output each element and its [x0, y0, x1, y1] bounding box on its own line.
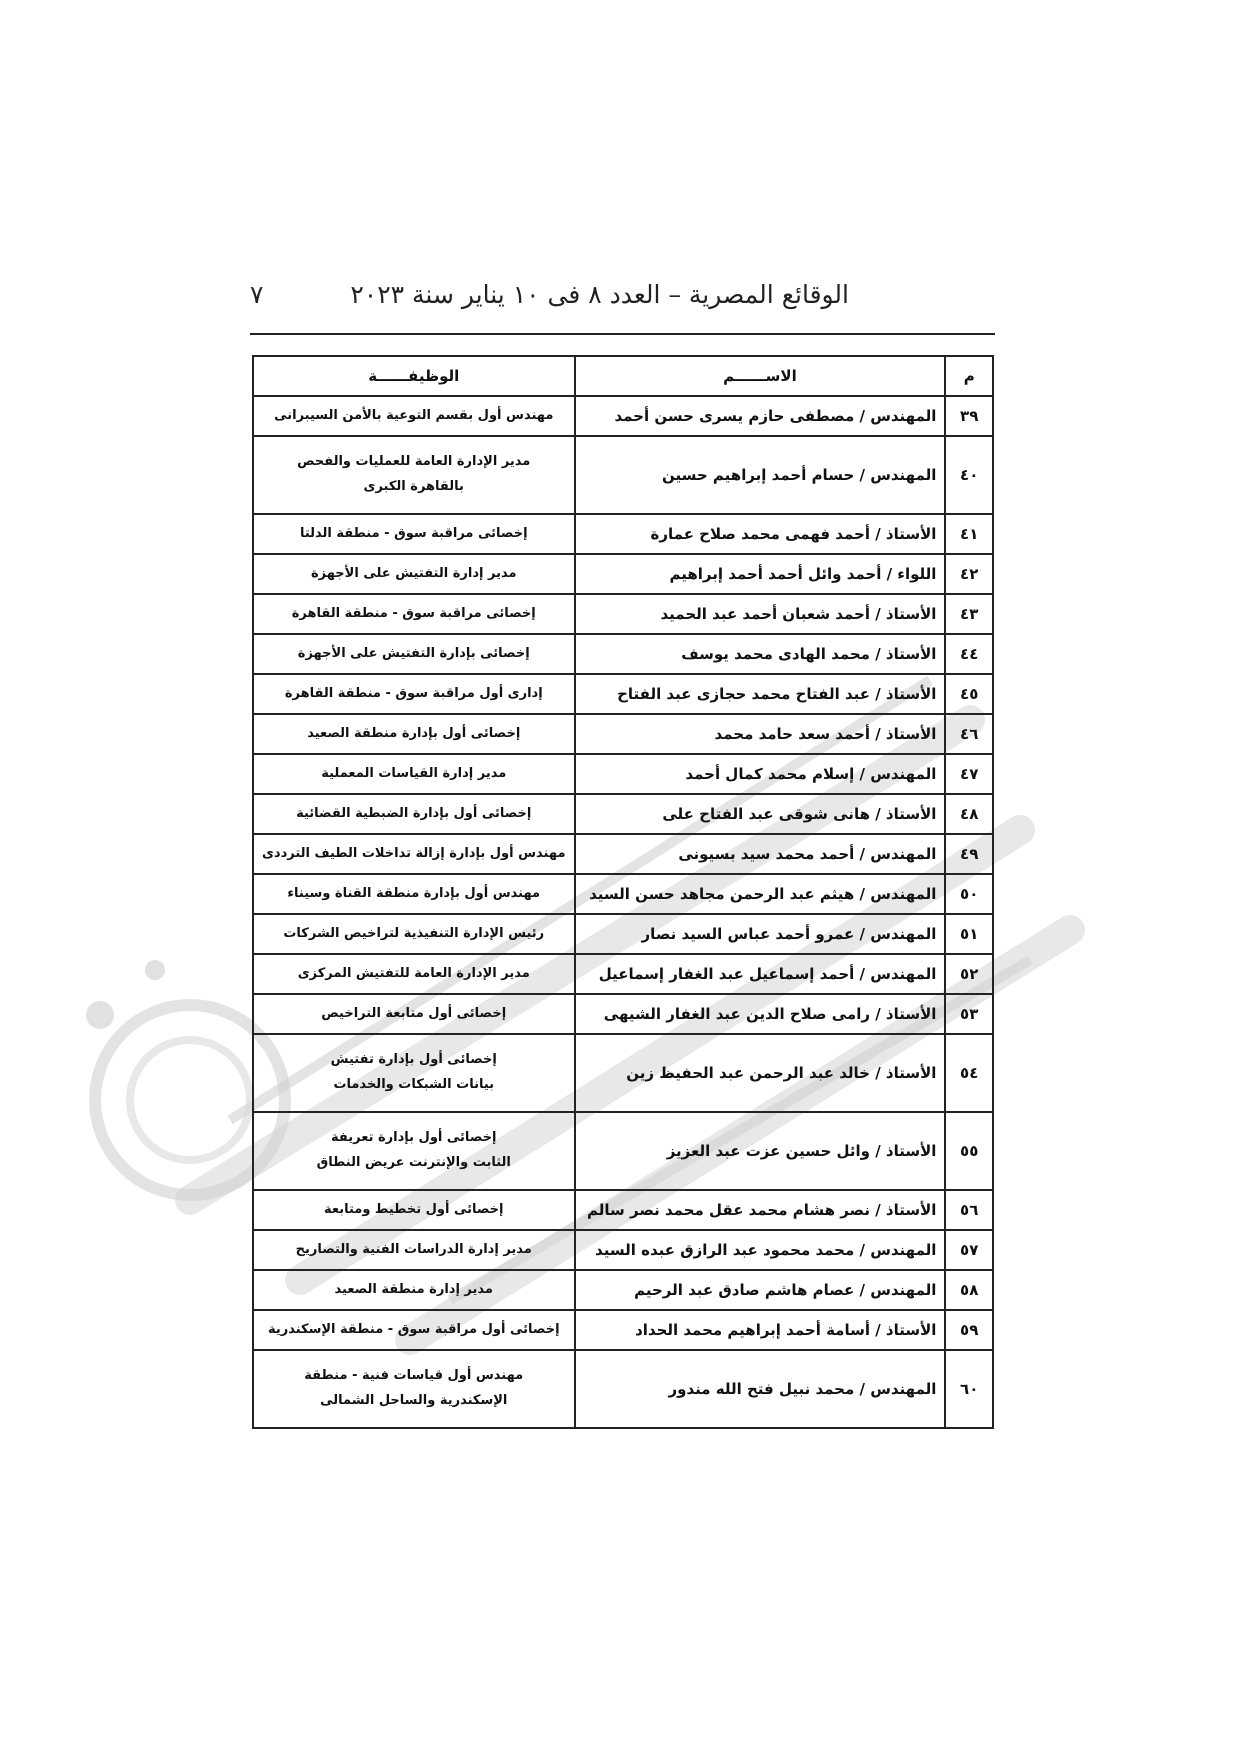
- job-title-line: بالقاهرة الكبرى: [363, 479, 464, 494]
- employee-name: المهندس / إسلام محمد كمال أحمد: [575, 754, 946, 794]
- employee-job: [253, 634, 575, 674]
- table-row: [253, 396, 993, 436]
- table-row: [253, 554, 993, 594]
- job-title-line: الثابت والإنترنت عريض النطاق: [316, 1155, 511, 1170]
- row-number: ٤٠: [945, 436, 993, 514]
- row-number: ٥١: [945, 914, 993, 954]
- job-title-line: إخصائى أول بإدارة تعريفة: [331, 1130, 497, 1146]
- employee-job: [253, 754, 575, 794]
- employee-name: المهندس / عصام هاشم صادق عبد الرحيم: [575, 1270, 946, 1310]
- employee-name: المهندس / محمد نبيل فتح الله مندور: [575, 1350, 946, 1428]
- job-title-line: رئيس الإدارة التنفيذية لتراخيص الشركات: [283, 925, 545, 941]
- job-title-line: إخصائى أول بإدارة منطقة الصعيد: [307, 725, 521, 741]
- row-number: ٥٢: [945, 954, 993, 994]
- employee-name: المهندس / هيثم عبد الرحمن مجاهد حسن السيد: [575, 874, 946, 914]
- row-number: ٦٠: [945, 1350, 993, 1428]
- employee-name: المهندس / عمرو أحمد عباس السيد نصار: [575, 914, 946, 954]
- row-number: ٤٤: [945, 634, 993, 674]
- job-title-line: إخصائى أول مراقبة سوق - منطقة الإسكندرية: [267, 1321, 560, 1337]
- employee-name: الأستاذ / أحمد سعد حامد محمد: [575, 714, 946, 754]
- job-title-line: إدارى أول مراقبة سوق - منطقة القاهرة: [284, 685, 543, 701]
- job-title-line: مدير إدارة الدراسات الفنية والتصاريح: [295, 1241, 532, 1257]
- employee-name: الأستاذ / هانى شوقى عبد الفتاح على: [575, 794, 946, 834]
- employee-job: [253, 674, 575, 714]
- row-number: ٤٦: [945, 714, 993, 754]
- row-number: ٤٥: [945, 674, 993, 714]
- table-row: [253, 634, 993, 674]
- page-number: ٧: [250, 280, 264, 309]
- employee-job: [253, 436, 575, 514]
- table-header-row: [253, 356, 993, 396]
- row-number: ٥٩: [945, 1310, 993, 1350]
- job-title-line: الإسكندرية والساحل الشمالى: [320, 1393, 508, 1408]
- row-number: ٥٤: [945, 1034, 993, 1112]
- employee-name: الأستاذ / خالد عبد الرحمن عبد الحفيظ زين: [575, 1034, 946, 1112]
- row-number: ٤٩: [945, 834, 993, 874]
- employee-name: المهندس / أحمد محمد سيد بسيونى: [575, 834, 946, 874]
- table-row: [253, 514, 993, 554]
- table-row: [253, 1270, 993, 1310]
- table-body: [253, 396, 993, 1428]
- page-header: [250, 280, 994, 326]
- table-row: [253, 714, 993, 754]
- column-header-job: الوظيفــــــة: [253, 356, 575, 396]
- employee-job: [253, 1270, 575, 1310]
- employee-name: المهندس / مصطفى حازم يسرى حسن أحمد: [575, 396, 946, 436]
- table-row: [253, 1310, 993, 1350]
- row-number: ٣٩: [945, 396, 993, 436]
- row-number: ٥٧: [945, 1230, 993, 1270]
- job-title-line: إخصائى أول متابعة التراخيص: [321, 1005, 507, 1021]
- table-row: [253, 1350, 993, 1428]
- job-title-line: مهندس أول بقسم التوعية بالأمن السيبرانى: [274, 407, 554, 423]
- employee-job: [253, 594, 575, 634]
- row-number: ٤٨: [945, 794, 993, 834]
- employee-job: [253, 1310, 575, 1350]
- employee-job: [253, 994, 575, 1034]
- row-number: ٤٢: [945, 554, 993, 594]
- header-divider: [250, 333, 995, 335]
- employee-job: [253, 554, 575, 594]
- employee-job: [253, 514, 575, 554]
- employee-job: [253, 1112, 575, 1190]
- job-title-line: بيانات الشبكات والخدمات: [333, 1077, 495, 1092]
- job-title-line: مدير الإدارة العامة للعمليات والفحص: [297, 454, 531, 470]
- employee-job: [253, 1190, 575, 1230]
- table-row: [253, 436, 993, 514]
- table-row: [253, 874, 993, 914]
- employee-name: المهندس / أحمد إسماعيل عبد الغفار إسماعيل: [575, 954, 946, 994]
- employee-name: الأستاذ / رامى صلاح الدين عبد الغفار الشيهى: [575, 994, 946, 1034]
- employee-name: المهندس / محمد محمود عبد الرازق عبده السيد: [575, 1230, 946, 1270]
- gazette-title: الوقائع المصرية – العدد ٨ فى ١٠ يناير سنة ٢٠٢٣: [350, 280, 849, 309]
- employee-job: [253, 914, 575, 954]
- employee-job: [253, 794, 575, 834]
- table-row: [253, 794, 993, 834]
- column-header-number: م: [945, 356, 993, 396]
- job-title-line: مهندس أول قياسات فنية - منطقة: [304, 1368, 524, 1384]
- table-row: [253, 1034, 993, 1112]
- employee-job: [253, 396, 575, 436]
- employee-name: اللواء / أحمد وائل أحمد أحمد إبراهيم: [575, 554, 946, 594]
- row-number: ٥٨: [945, 1270, 993, 1310]
- employee-name: الأستاذ / أحمد فهمى محمد صلاح عمارة: [575, 514, 946, 554]
- job-title-line: مدير إدارة التفتيش على الأجهزة: [310, 565, 517, 581]
- row-number: ٥٠: [945, 874, 993, 914]
- job-title-line: إخصائى مراقبة سوق - منطقة القاهرة: [291, 605, 536, 621]
- employee-name: المهندس / حسام أحمد إبراهيم حسين: [575, 436, 946, 514]
- employee-job: [253, 714, 575, 754]
- table-row: [253, 994, 993, 1034]
- table-row: [253, 754, 993, 794]
- table-row: [253, 954, 993, 994]
- employee-job: [253, 1034, 575, 1112]
- employee-job: [253, 954, 575, 994]
- row-number: ٥٥: [945, 1112, 993, 1190]
- employee-job: [253, 834, 575, 874]
- row-number: ٥٣: [945, 994, 993, 1034]
- row-number: ٤٣: [945, 594, 993, 634]
- table-row: [253, 914, 993, 954]
- job-title-line: إخصائى بإدارة التفتيش على الأجهزة: [297, 645, 530, 661]
- row-number: ٥٦: [945, 1190, 993, 1230]
- table-row: [253, 674, 993, 714]
- table-row: [253, 834, 993, 874]
- row-number: ٤٧: [945, 754, 993, 794]
- employee-job: [253, 1350, 575, 1428]
- job-title-line: إخصائى أول بإدارة تفتيش: [330, 1052, 497, 1068]
- table-row: [253, 1190, 993, 1230]
- job-title-line: إخصائى مراقبة سوق - منطقة الدلتا: [299, 525, 528, 541]
- employee-name: الأستاذ / وائل حسين عزت عبد العزيز: [575, 1112, 946, 1190]
- employee-name: الأستاذ / محمد الهادى محمد يوسف: [575, 634, 946, 674]
- table-row: [253, 1112, 993, 1190]
- roster-table: [252, 355, 994, 1429]
- job-title-line: إخصائى أول بإدارة الضبطية القضائية: [296, 805, 532, 821]
- column-header-name: الاســــــم: [575, 356, 946, 396]
- job-title-line: إخصائى أول تخطيط ومتابعة: [323, 1201, 504, 1217]
- job-title-line: مهندس أول بإدارة منطقة القناة وسيناء: [287, 885, 541, 901]
- job-title-line: مدير إدارة القياسات المعملية: [321, 765, 507, 781]
- row-number: ٤١: [945, 514, 993, 554]
- table-row: [253, 594, 993, 634]
- job-title-line: مدير إدارة منطقة الصعيد: [334, 1281, 493, 1297]
- job-title-line: مهندس أول بإدارة إزالة تداخلات الطيف الترددى: [262, 845, 566, 861]
- employee-name: الأستاذ / أحمد شعبان أحمد عبد الحميد: [575, 594, 946, 634]
- employee-name: الأستاذ / نصر هشام محمد عقل محمد نصر سالم: [575, 1190, 946, 1230]
- employee-job: [253, 1230, 575, 1270]
- employee-name: الأستاذ / عبد الفتاح محمد حجازى عبد الفتاح: [575, 674, 946, 714]
- employee-name: الأستاذ / أسامة أحمد إبراهيم محمد الحداد: [575, 1310, 946, 1350]
- job-title-line: مدير الإدارة العامة للتفتيش المركزى: [297, 965, 530, 981]
- table-row: [253, 1230, 993, 1270]
- employee-job: [253, 874, 575, 914]
